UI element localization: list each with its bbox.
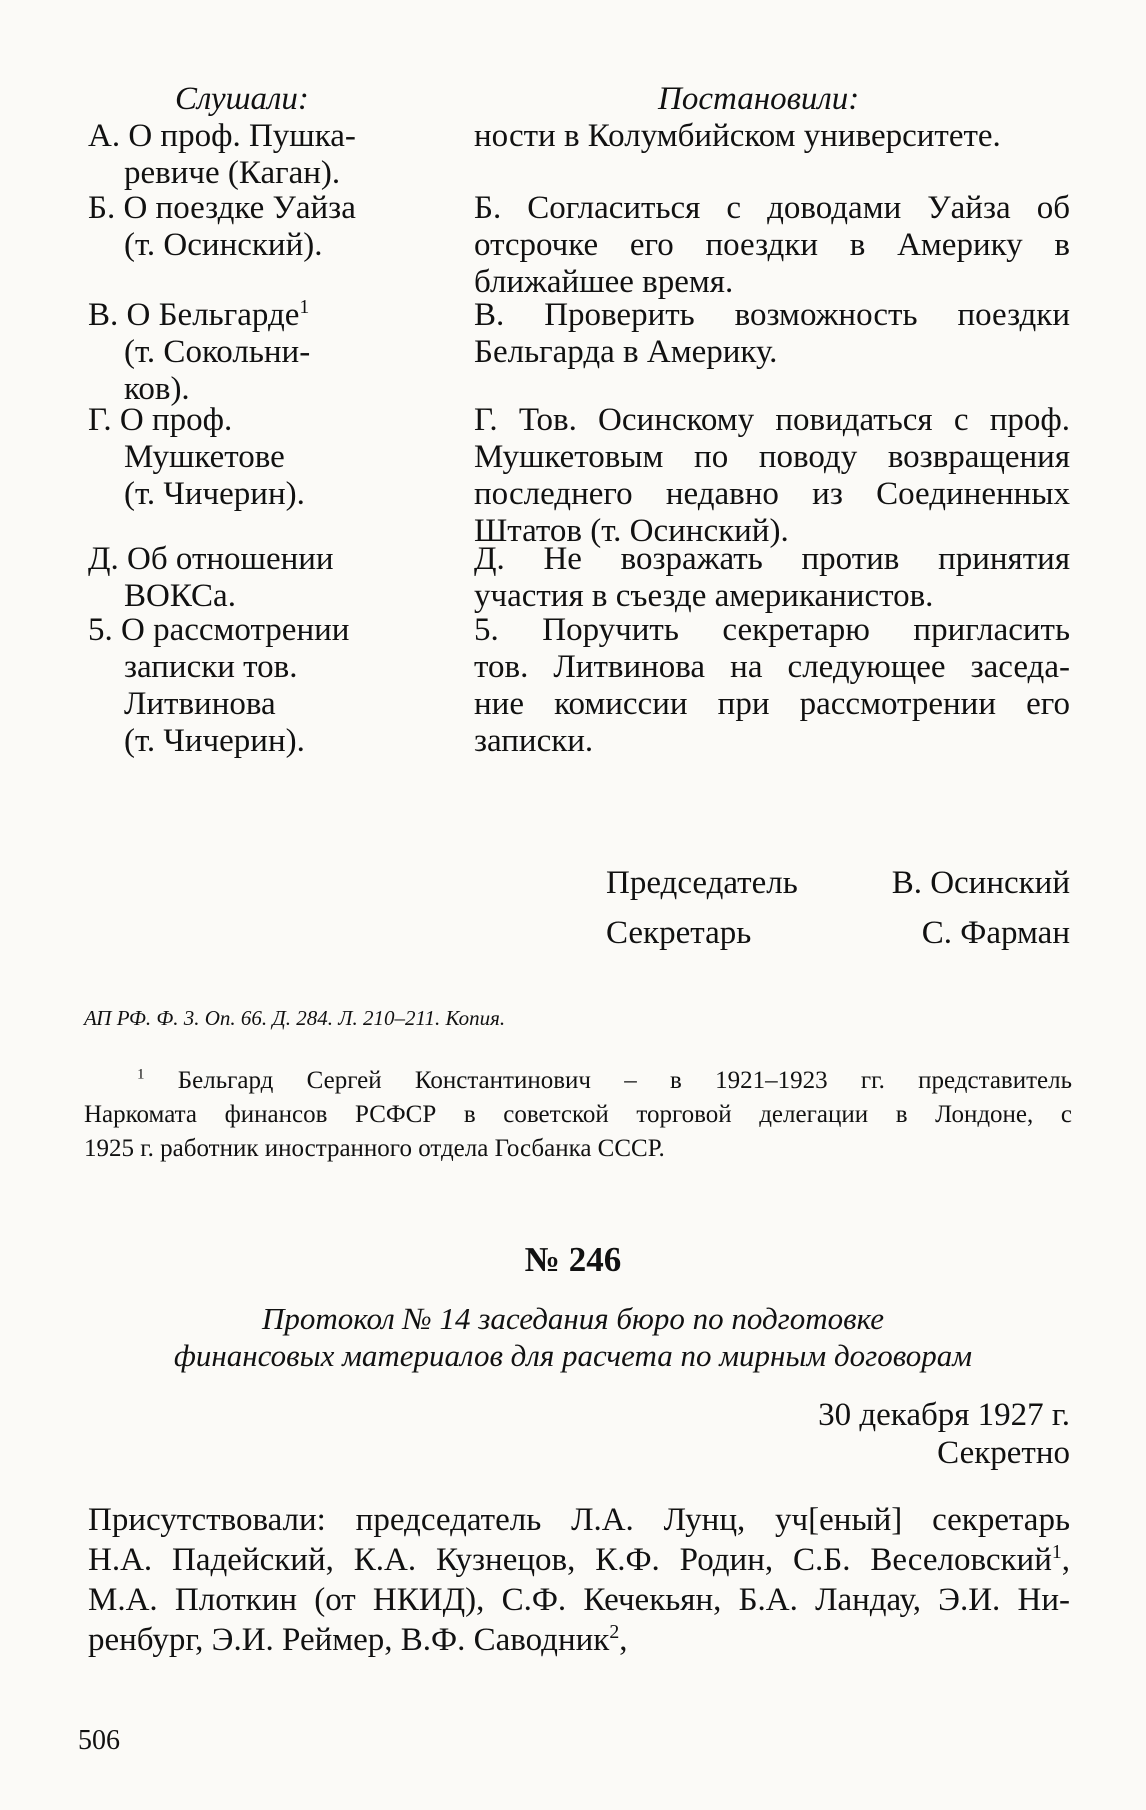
footnote-line: $^1$ Бельгард Сергей Константинович – в 1921–1923 гг. представитель xyxy=(137,1066,1072,1094)
document-title-line: Протокол № 14 заседания бюро по подготовке xyxy=(261,1301,885,1336)
decided-line: 5. Поручить секретарю пригласить xyxy=(474,612,1070,648)
decided-line: Бельгарда в Америку. xyxy=(474,334,778,370)
heard-column-heading: Слушали: xyxy=(175,81,309,117)
attendees-line: Н.А. Падейский, К.А. Кузнецов, К.Ф. Родин, С.Б. Веселовский$^1$, xyxy=(88,1541,1070,1578)
heard-line: (т. Чичерин). xyxy=(124,476,305,512)
heard-line: Литвинова xyxy=(124,686,276,722)
footnote-marker: 1 xyxy=(299,296,310,318)
decided-cell xyxy=(474,612,1070,760)
heard-line: Б. О поездке Уайза xyxy=(88,190,356,226)
heard-cell xyxy=(88,190,458,264)
heard-line: Г. О проф. xyxy=(88,402,233,438)
decided-line: тов. Литвинова на следующее заседа- xyxy=(474,649,1070,685)
decided-cell xyxy=(474,402,1070,550)
heard-line: Д. Об отношении xyxy=(88,541,334,577)
decided-line: участия в съезде американистов. xyxy=(474,578,934,614)
attendees-paragraph xyxy=(88,1500,1070,1660)
heard-cell xyxy=(88,612,458,760)
heard-cell xyxy=(88,297,458,408)
document-number: № 246 xyxy=(524,1240,622,1279)
heard-line: ревиче (Каган). xyxy=(124,155,341,191)
decided-line: ближайшее время. xyxy=(474,264,734,300)
document-date-block xyxy=(818,1396,1070,1472)
archive-reference: АП РФ. Ф. 3. Оп. 66. Д. 284. Л. 210–211. Копия. xyxy=(84,1006,506,1030)
heard-line: Мушкетове xyxy=(124,439,285,475)
footnote-line: Наркомата финансов РСФСР в советской торговой делегации в Лондоне, с xyxy=(84,1101,1072,1128)
decided-line: Г. Тов. Осинскому повидаться с проф. xyxy=(474,402,1070,438)
document-date: 30 декабря 1927 г. xyxy=(818,1397,1070,1433)
heard-line: ВОКСа. xyxy=(124,578,236,614)
decided-cell xyxy=(474,541,1070,615)
decided-line: ние комиссии при рассмотрении его xyxy=(474,686,1070,722)
decided-cell xyxy=(474,297,1070,371)
heard-cell xyxy=(88,541,458,615)
heard-line: (т. Чичерин). xyxy=(124,723,305,759)
decided-line: Мушкетовым по поводу возвращения xyxy=(474,439,1070,475)
decided-line: записки. xyxy=(474,723,594,759)
heard-cell xyxy=(88,402,458,513)
attendees-line: ренбург, Э.И. Реймер, В.Ф. Саводник$^2$, xyxy=(88,1621,628,1658)
document-title xyxy=(0,1300,1146,1374)
heard-cell xyxy=(88,118,458,192)
decided-line: Д. Не возражать против принятия xyxy=(474,541,1070,577)
attendees-line: Присутствовали: председатель Л.А. Лунц, уч[еный] секретарь xyxy=(88,1502,1070,1538)
footnote-marker: 2 xyxy=(609,1621,620,1643)
page-number: 506 xyxy=(78,1725,120,1756)
footnote-marker: 1 xyxy=(137,1066,145,1083)
decided-line: последнего недавно из Соединенных xyxy=(474,476,1070,512)
footnote-line: 1925 г. работник иностранного отдела Госбанка СССР. xyxy=(84,1135,665,1162)
decided-line: ности в Колумбийском университете. xyxy=(474,118,1001,154)
heard-line: А. О проф. Пушка- xyxy=(88,118,356,154)
signature-name-chairman: В. Осинский xyxy=(891,865,1070,901)
footnote xyxy=(84,1064,1072,1166)
decided-cell xyxy=(474,190,1070,301)
heard-line: В. О Бельгарде$^1$ xyxy=(88,296,310,333)
footnote-marker: 1 xyxy=(1051,1541,1062,1563)
heard-line: записки тов. xyxy=(124,649,298,685)
decided-line: Б. Согласиться с доводами Уайза об xyxy=(474,190,1070,226)
heard-line: ков). xyxy=(124,371,190,407)
classification-label: Секретно xyxy=(937,1435,1070,1471)
heard-line: 5. О рассмотрении xyxy=(88,612,350,648)
decided-cell xyxy=(474,118,1070,155)
heard-line: (т. Осинский). xyxy=(124,227,323,263)
decided-line: отсрочке его поездки в Америку в xyxy=(474,227,1070,263)
signature-role-secretary: Секретарь xyxy=(606,915,752,951)
decided-column-heading: Постановили: xyxy=(658,81,860,117)
decided-line: В. Проверить возможность поездки xyxy=(474,297,1070,333)
decided-line: Штатов (т. Осинский). xyxy=(474,513,789,549)
signature-name-secretary: С. Фарман xyxy=(921,915,1070,951)
signature-role-chairman: Председатель xyxy=(606,865,798,901)
heard-line: (т. Сокольни- xyxy=(124,334,311,370)
attendees-line: М.А. Плоткин (от НКИД), С.Ф. Кечекьян, Б.А. Ландау, Э.И. Ни- xyxy=(88,1582,1070,1618)
document-title-line: финансовых материалов для расчета по мирным договорам xyxy=(173,1338,973,1373)
